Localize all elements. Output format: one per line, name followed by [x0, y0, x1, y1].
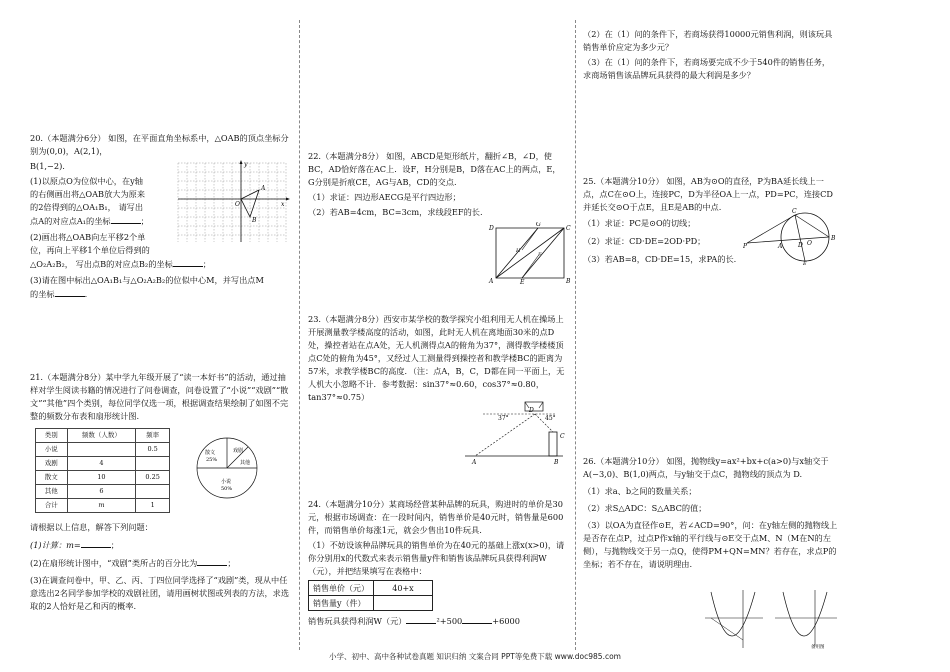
answer-cell[interactable]	[374, 596, 433, 611]
q23-drone-figure	[463, 400, 573, 466]
q20-part2-a: (2)画出将△OAB向左平移2个单	[30, 232, 146, 242]
table-row	[36, 443, 170, 457]
q26-part1: （1）求a、b之间的数量关系；	[583, 486, 697, 496]
q23-label-A: A	[472, 459, 477, 466]
q20-part3-a: (3)请在图中标出△OA₁B₁与△O₂A₂B₂的位似中心M，并写出点M	[30, 275, 264, 285]
q21-answer-blank-1[interactable]	[81, 538, 111, 548]
q21-header: 21.（本题满分8分）某中学九年级开展了“读一本好书”的活动，通过抽样对学生阅读书籍的情况进行了问卷调查，问卷设置了“小说”“戏剧”“散文”“其他”四个类别，每位同学仅选一项，根据调查结果绘制了如图不完整的频数分布表和扇形统计图.	[30, 372, 289, 421]
q20-axis-x-label: x	[281, 201, 285, 208]
q26-figure-spare	[775, 590, 837, 646]
q24-header: 24.（本题满分10分）某商场经营某种品牌的玩具，购进时的单价是30元，根据市场调查：在一段时间内，销售单价是40元时，销售量是600件，而销售单价每涨1元，就会少售出10件玩具.	[308, 499, 564, 535]
q25-label-P: P	[743, 243, 748, 250]
question-20: 20.（本题满分6分） 如图，在平面直角坐标系中，△OAB的顶点坐标分别为(0,0)，A(2,1)， B(1,−2). (1)以原点O为位似中心，在y轴 的右侧画出将△OAB放大为原来 的2倍得到的△OA₁B₁， 请写出 点A的对应点A₁的坐标 ； (2)画出将△OAB向左平移2个单 位，再向上平移1个单位后得到的 △O₂A₂B₂， 写出点B的对应点B₂的坐标 ； (3)请在图中标出△OA₁B₁与△O₂A₂B₂的位似中心M，并写出点M 的坐标 .	[30, 132, 292, 301]
table-cell: 销售量y（件）	[309, 596, 374, 611]
table-cell: 0.25	[136, 471, 170, 485]
table-cell: 销售单价（元）	[309, 581, 374, 596]
q22-part1: （1）求证：四边形AECG是平行四边形；	[308, 192, 461, 202]
pie-label-other: 其他	[240, 460, 251, 466]
table-cell: m	[67, 499, 136, 513]
table-cell: 散文	[36, 471, 68, 485]
q21-intro: 请根据以上信息，解答下列问题：	[30, 522, 153, 532]
table-cell	[67, 443, 136, 457]
q26-figure-main	[705, 590, 763, 648]
pie-label-prose: 散文	[205, 450, 216, 456]
table-cell: 合计	[36, 499, 68, 513]
q22-label-B: B	[566, 278, 571, 284]
page-footer: 小学、初中、高中各种试卷真题 知识归纳 文案合同 PPT等免费下载 www.doc985.com	[329, 652, 621, 661]
table-header-cell: 频数（人数）	[67, 429, 136, 443]
table-row	[36, 485, 170, 499]
q20-axis-y-label: y	[244, 161, 248, 168]
question-26	[583, 455, 838, 573]
q25-label-D: D	[798, 242, 803, 249]
column-divider-right	[575, 20, 576, 650]
question-21	[30, 371, 292, 425]
pie-label-novel-pct: 50%	[221, 486, 233, 492]
q25-header: 25.（本题满分10分） 如图，AB为⊙O的直径，P为BA延长线上一点，点C在⊙O上，连接PC，D为半径OA上一点，PD=PC，连接CD并延长交⊙O于点E，且E是AB的中点.	[583, 176, 833, 212]
q24-part1: （1）不妨设该种品牌玩具的销售单价为在40元的基础上涨x(x>0)，请你分别用x的代数式来表示销售量y件和销售该品牌玩具获得利润W（元），并把结果填写在表格中：	[308, 540, 565, 576]
q20-part1-b: 的右侧画出将△OAB放大为原来	[30, 189, 146, 199]
question-24	[308, 498, 566, 630]
q22-rectangle-figure	[488, 222, 573, 284]
table-cell: 40+x	[374, 581, 433, 596]
column-divider-left	[299, 20, 300, 650]
q23-angle-45: 45°	[545, 415, 556, 422]
q25-part3: （3）若AB=8，CD·DE=15，求PA的长.	[583, 254, 737, 264]
table-cell	[136, 485, 170, 499]
q22-label-E: E	[520, 279, 525, 284]
q24-profit-term: ²+500	[436, 616, 463, 626]
q21-part2: (2)在扇形统计图中，“戏剧”类所占的百分比为	[30, 558, 198, 568]
q25-part1: （1）求证：PC是⊙O的切线；	[583, 218, 696, 228]
q20-answer-blank-3[interactable]	[55, 287, 85, 297]
q23-angle-37: 37°	[498, 415, 509, 422]
q20-grid-figure	[175, 160, 290, 245]
q20-label-O: O	[235, 201, 240, 208]
q20-header2: B(1,−2).	[30, 161, 65, 171]
table-cell: 10	[67, 471, 136, 485]
q20-part2-b: 位，再向上平移1个单位后得到的	[30, 245, 150, 255]
q26-fig-caption: 备用图	[811, 645, 825, 650]
q23-label-B: B	[554, 459, 559, 466]
q25-label-E: E	[803, 261, 807, 265]
table-cell: 1	[136, 499, 170, 513]
q21-part3: (3)在调查问卷中，甲、乙、丙、丁四位同学选择了“戏剧”类，现从中任意选出2名同学参加学校的戏剧社团，请用画树状图或列表的方法，求选取的2人恰好是乙和丙的概率.	[30, 575, 290, 611]
q23-header: 23.（本题满分8分）西安市某学校的数学探究小组利用无人机在操场上开展测量教学楼高度的活动，如图，此时无人机在离地面30米的点D处，操控者站在点A处，无人机测得点A的俯角为37°，测得教学楼楼顶点C处的俯角为45°，又经过人工测量得到操控者和教学楼BC的距离为57米，求教学楼BC的高度．（注：点A，B，C，D都在同一平面上，无人机大小忽略不计．参考数据：sin37°≈0.60，cos37°≈0.80，tan37°≈0.75）	[308, 314, 565, 402]
table-row	[309, 596, 433, 611]
pie-label-drama: 戏剧	[233, 448, 244, 454]
q25-circle-figure	[743, 205, 838, 265]
q20-part1-c: 的2倍得到的△OA₁B₁， 请写出	[30, 202, 144, 212]
table-header-cell: 频率	[136, 429, 170, 443]
q25-label-A: A	[778, 243, 783, 250]
table-row	[309, 581, 433, 596]
question-22	[308, 150, 566, 221]
q22-label-H: H	[516, 248, 521, 254]
q24-part2: （2）在（1）问的条件下，若商场获得10000元销售利润，则该玩具销售单价应定为多少元？	[583, 29, 833, 52]
q20-part3-b: 的坐标	[30, 289, 55, 299]
table-row	[36, 471, 170, 485]
table-cell: 小说	[36, 443, 68, 457]
table-row	[36, 457, 170, 471]
q21-answer-blank-2[interactable]	[197, 556, 227, 566]
q21-part1: (1)计算：m=	[30, 540, 81, 550]
pie-label-prose-pct: 25%	[206, 457, 218, 463]
question-23	[308, 313, 566, 406]
table-cell: 0.5	[136, 443, 170, 457]
q26-parabola-figures	[703, 590, 843, 650]
q20-header: 20.（本题满分6分） 如图，在平面直角坐标系中，△OAB的顶点坐标分别为(0,0)，A(2,1)，	[30, 133, 289, 156]
q25-part2: （2）求证：CD·DE=2OD·PD；	[583, 236, 706, 246]
q22-label-G: G	[536, 222, 541, 228]
q25-label-C: C	[792, 208, 797, 215]
table-cell: 其他	[36, 485, 68, 499]
q20-label-B: B	[252, 217, 257, 224]
q22-header: 22.（本题满分8分） 如图，ABCD是矩形纸片，翻折∠B，∠D，使BC，AD恰好落在AC上．设F，H分别是B，D落在AC上的两点，E，G分别是折痕CE，AG与AB，CD的交点.	[308, 151, 561, 187]
q24-answer-blank-1[interactable]	[406, 614, 436, 624]
q20-part1-d: 点A的对应点A₁的坐标	[30, 216, 111, 226]
q20-part2-c: △O₂A₂B₂， 写出点B的对应点B₂的坐标	[30, 259, 173, 269]
q20-label-A: A	[261, 185, 266, 192]
q20-answer-blank-2[interactable]	[173, 257, 203, 267]
q22-label-F: F	[538, 252, 542, 258]
q22-label-A: A	[489, 278, 494, 284]
q24-continued	[583, 28, 838, 84]
q22-part2: （2）若AB=4cm，BC=3cm，求线段EF的长.	[308, 207, 483, 217]
table-cell: 戏剧	[36, 457, 68, 471]
table-header-row	[36, 429, 170, 443]
q20-part1-a: (1)以原点O为位似中心，在y轴	[30, 176, 143, 186]
table-cell: 6	[67, 485, 136, 499]
table-header-cell: 类别	[36, 429, 68, 443]
q24-profit-constant: +6000	[492, 616, 520, 626]
q24-answer-blank-2[interactable]	[462, 614, 492, 624]
q24-answer-table	[308, 580, 433, 611]
q21-pie-chart	[192, 430, 262, 512]
table-cell	[136, 457, 170, 471]
q25-label-O: O	[807, 240, 812, 247]
q20-answer-blank-1[interactable]	[111, 214, 141, 224]
q24-part3: （3）在（1）问的条件下，若商场要完成不少于540件的销售任务，求商场销售该品牌玩具获得的最大利润是多少？	[583, 57, 831, 80]
q26-part2: （2）求S△ADC：S△ABC的值；	[583, 503, 707, 513]
q26-header: 26.（本题满分10分） 如图，抛物线y=ax²+bx+c(a>0)与x轴交于A(−3,0)、B(1,0)两点，与y轴交于点C，抛物线的顶点为 D.	[583, 456, 829, 479]
q22-label-C: C	[566, 225, 571, 232]
q21-frequency-table	[35, 428, 170, 513]
q22-label-D: D	[489, 225, 494, 232]
table-row	[36, 499, 170, 513]
q21-questions: 请根据以上信息，解答下列问题： (1)计算：m= ； (2)在扇形统计图中，“戏剧”类所占的百分比为 ； (3)在调查问卷中，甲、乙、丙、丁四位同学选择了“戏剧”类，现从中任意选出2名同学参加学校的戏剧社团，请用画树状图或列表的方法，求选取的2人恰好是乙和丙的概率.	[30, 521, 292, 615]
q26-part3: （3）以OA为直径作⊙E，若∠ACD=90°，问：在y轴左侧的抛物线上是否存在点P，过点P作x轴的平行线与⊙E交于点M、N（M在N的左侧），与抛物线交于另一点Q，使得PM+QN=MN？若存在，求点P的坐标；若不存在，请说明理由.	[583, 520, 838, 569]
q25-label-B: B	[831, 235, 836, 242]
q23-label-D: D	[529, 407, 534, 414]
table-cell: 4	[67, 457, 136, 471]
q23-label-C: C	[560, 433, 565, 440]
q24-profit-label: 销售玩具获得利润W（元）	[308, 616, 407, 626]
pie-label-novel: 小说	[221, 479, 232, 485]
